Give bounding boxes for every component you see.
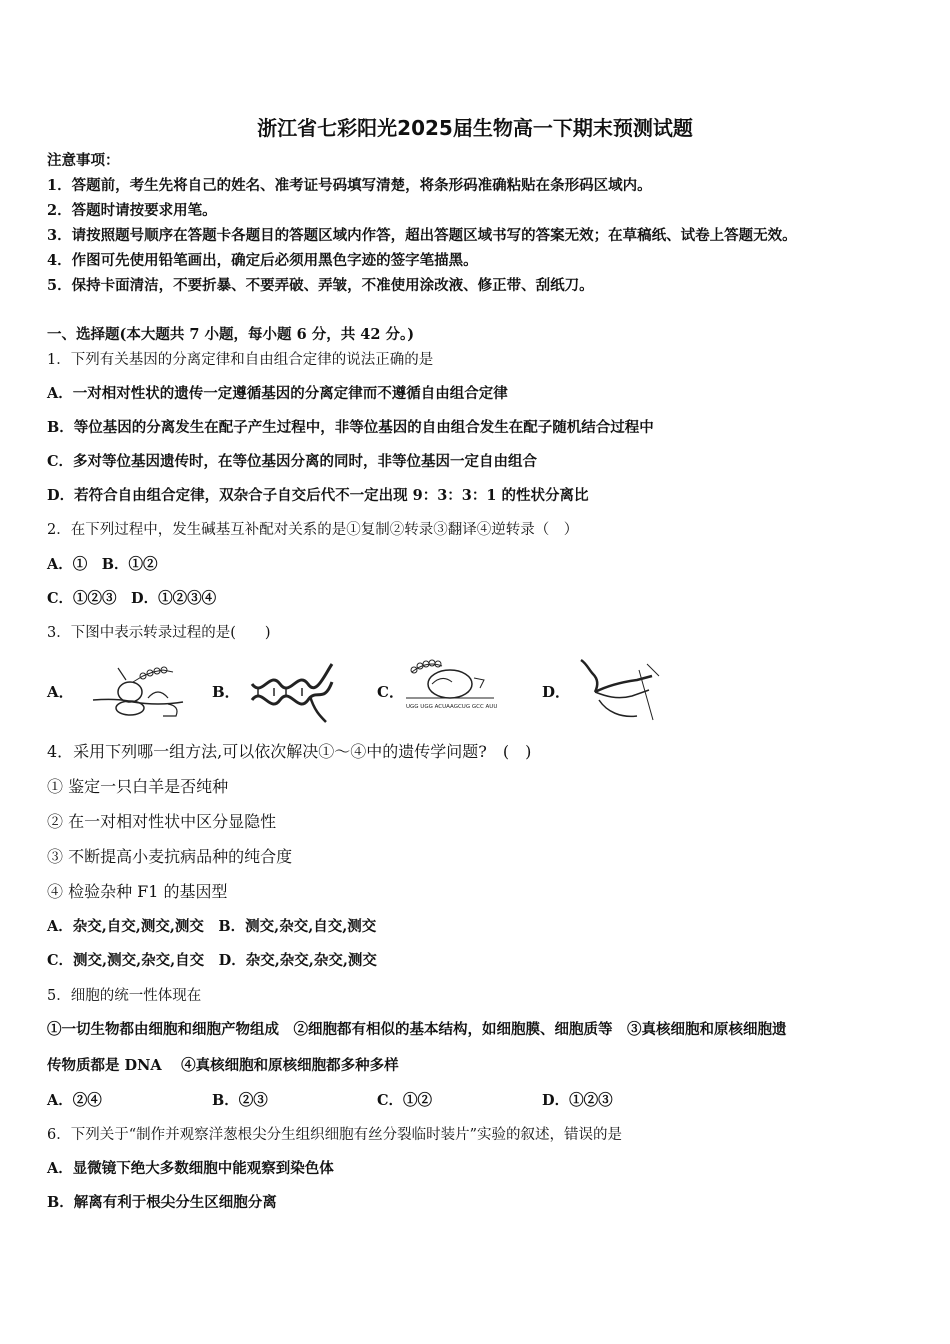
- question-5-option-c: C．①②: [377, 1092, 433, 1109]
- notice-heading: 注意事项：: [47, 152, 120, 169]
- question-3-label-b: B．: [212, 683, 240, 701]
- notice-item: 4．作图可先使用铅笔画出，确定后必须用黑色字迹的签字笔描黑。: [47, 252, 478, 269]
- question-6-stem: 6．下列关于“制作并观察洋葱根尖分生组织细胞有丝分裂临时装片”实验的叙述，错误的是: [47, 1127, 623, 1143]
- question-3-label-a: A．: [47, 683, 74, 701]
- question-4-options-row1: A．杂交,自交,测交,测交 B．测交,杂交,自交,测交: [47, 918, 377, 935]
- notice-item: 5．保持卡面清洁，不要折暴、不要弄破、弄皱，不准使用涂改液、修正带、刮纸刀。: [47, 277, 594, 294]
- question-2-stem: 2．在下列过程中，发生碱基互补配对关系的是①复制②转录③翻译④逆转录（ ）: [47, 522, 579, 538]
- question-1-option-c: C．多对等位基因遗传时，在等位基因分离的同时，非等位基因一定自由组合: [47, 453, 538, 470]
- question-3-label-c: C．: [377, 683, 404, 701]
- question-6-option-a: A．显微镜下绝大多数细胞中能观察到染色体: [47, 1160, 334, 1177]
- question-1-option-d: D．若符合自由组合定律，双杂合子自交后代不一定出现 9：3：3：1 的性状分离比: [47, 487, 589, 504]
- question-4-item: ③ 不断提高小麦抗病品种的纯合度: [47, 847, 293, 866]
- question-4-item: ② 在一对相对性状中区分显隐性: [47, 812, 277, 831]
- question-5-statements-line2: 传物质都是 DNA ④真核细胞和原核细胞都多种多样: [47, 1057, 399, 1074]
- notice-item: 2．答题时请按要求用笔。: [47, 202, 217, 219]
- question-4-item: ④ 检验杂种 F1 的基因型: [47, 882, 228, 901]
- question-2-options-row1: A．① B．①②: [47, 556, 158, 573]
- page-title: 浙江省七彩阳光2025届生物高一下期末预测试题: [257, 116, 693, 140]
- question-5-statements-line1: ①一切生物都由细胞和细胞产物组成 ②细胞都有相似的基本结构，如细胞膜、细胞质等 ③真核细胞和原核细胞遗: [47, 1021, 787, 1038]
- figure-d-replication: [577, 656, 662, 724]
- question-5-option-b: B．②③: [212, 1092, 268, 1109]
- figure-b-dna-helix: [250, 656, 335, 724]
- question-2-options-row2: C．①②③ D．①②③④: [47, 590, 217, 607]
- question-5-option-a: A．②④: [47, 1092, 102, 1109]
- question-1-stem: 1．下列有关基因的分离定律和自由组合定律的说法正确的是: [47, 352, 434, 368]
- section-heading: 一、选择题(本大题共 7 小题，每小题 6 分，共 42 分。): [47, 326, 415, 343]
- question-6-option-b: B．解离有利于根尖分生区细胞分离: [47, 1194, 277, 1211]
- question-1-option-a: A．一对相对性状的遗传一定遵循基因的分离定律而不遵循自由组合定律: [47, 385, 508, 402]
- question-5-option-d: D．①②③: [542, 1092, 613, 1109]
- question-4-options-row2: C．测交,测交,杂交,自交 D．杂交,杂交,杂交,测交: [47, 952, 377, 969]
- question-4-item: ① 鉴定一只白羊是否纯种: [47, 777, 229, 796]
- question-4-stem: 4．采用下列哪一组方法,可以依次解决①～④中的遗传学问题? ( ): [47, 742, 532, 761]
- notice-item: 3．请按照题号顺序在答题卡各题目的答题区域内作答，超出答题区域书写的答案无效；在草稿纸、试卷上答题无效。: [47, 227, 797, 244]
- question-5-stem: 5．细胞的统一性体现在: [47, 988, 202, 1004]
- question-3-stem: 3．下图中表示转录过程的是( ): [47, 625, 271, 641]
- question-1-option-b: B．等位基因的分离发生在配子产生过程中，非等位基因的自由组合发生在配子随机结合过程中: [47, 419, 654, 436]
- figure-c-sequence: UGG UGG ACUAAGCUG GCC AUU: [406, 704, 497, 710]
- notice-item: 1．答题前，考生先将自己的姓名、准考证号码填写清楚，将条形码准确粘贴在条形码区域内。: [47, 177, 652, 194]
- question-3-label-d: D．: [542, 683, 571, 701]
- figure-c-ribosome: [402, 658, 497, 720]
- figure-a-translation: [88, 658, 188, 720]
